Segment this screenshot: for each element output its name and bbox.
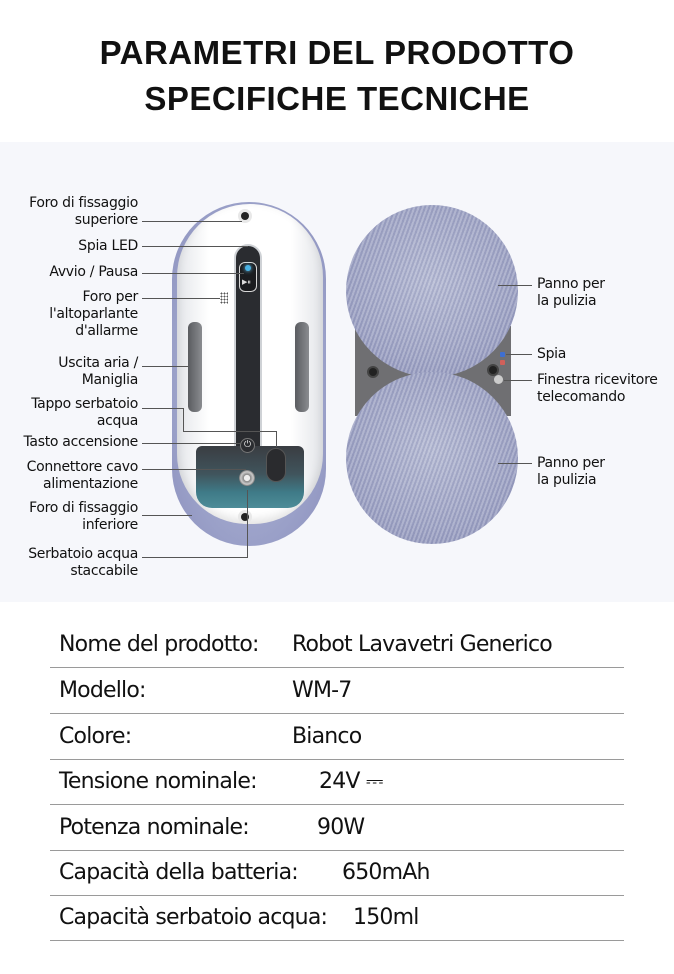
speaker-grille-icon: [220, 292, 228, 304]
leader-line: [142, 246, 248, 247]
leader-line: [142, 515, 192, 516]
air-vent-left: [188, 322, 202, 412]
label-remote-receiver: Finestra ricevitore telecomando: [537, 372, 658, 405]
spec-value: Bianco: [292, 724, 362, 749]
label-indicator: Spia: [537, 346, 567, 362]
power-connector-icon: [239, 470, 255, 486]
label-power-button: Tasto accensione: [23, 434, 138, 450]
label-bottom-mounting-hole: Foro di fissaggio inferiore: [29, 500, 138, 533]
spec-row-water-tank-capacity: [50, 895, 624, 941]
top-mounting-hole-icon: [241, 212, 249, 220]
spec-label: Tensione nominale:: [59, 769, 257, 794]
remote-receiver-window-icon: [494, 375, 503, 384]
label-cleaning-pad-top: Panno per la pulizia: [537, 276, 605, 309]
label-air-outlet-handle: Uscita aria / Maniglia: [58, 355, 138, 388]
leader-line: [506, 354, 532, 355]
power-icon: ⏻: [240, 438, 255, 453]
leader-line: [142, 443, 240, 444]
spec-value: Robot Lavavetri Generico: [292, 632, 552, 657]
spec-value: 90W: [317, 815, 365, 840]
page-title-line-1: PARAMETRI DEL PRODOTTO: [99, 34, 575, 71]
leader-line: [142, 298, 220, 299]
leader-line: [142, 469, 246, 470]
leader-line: [183, 431, 276, 432]
leader-line: [142, 557, 248, 558]
leader-line: [498, 285, 532, 286]
indicator-red-icon: [500, 360, 505, 365]
spec-value: WM-7: [292, 678, 352, 703]
back-mounting-hole-icon: [369, 368, 377, 376]
leader-line: [142, 366, 188, 367]
spec-label: Capacità della batteria:: [59, 860, 298, 885]
spec-label: Nome del prodotto:: [59, 632, 259, 657]
label-detachable-water-tank: Serbatoio acqua staccabile: [28, 546, 138, 579]
play-pause-icon: ▶⏸: [242, 278, 251, 286]
label-top-mounting-hole: Foro di fissaggio superiore: [29, 195, 138, 228]
leader-line: [142, 221, 242, 222]
indicator-blue-icon: [500, 352, 505, 357]
label-power-connector: Connettore cavo alimentazione: [26, 459, 138, 492]
spec-value: 24V ⎓: [319, 769, 383, 794]
leader-line: [183, 408, 184, 432]
spec-value: 150ml: [353, 905, 419, 930]
page-title-line-2: SPECIFICHE TECNICHE: [144, 80, 530, 117]
cleaning-pad-top: [346, 205, 518, 377]
spec-row-rated-voltage: [50, 759, 624, 805]
water-tank-cap: [266, 448, 286, 482]
label-alarm-speaker: Foro per l'altoparlante d'allarme: [49, 289, 138, 339]
spec-row-color: [50, 714, 624, 760]
spec-value: 650mAh: [342, 860, 430, 885]
back-mounting-hole-icon: [489, 366, 497, 374]
label-led-indicator: Spia LED: [78, 238, 138, 254]
spec-label: Modello:: [59, 678, 146, 703]
leader-line: [142, 273, 244, 274]
label-water-tank-cap: Tappo serbatoio acqua: [31, 396, 138, 429]
led-indicator-icon: [245, 265, 251, 271]
leader-line: [142, 408, 184, 409]
leader-line: [504, 380, 532, 381]
cleaning-pad-bottom: [346, 372, 518, 544]
leader-line: [498, 463, 532, 464]
leader-line: [276, 431, 277, 447]
spec-row-rated-power: [50, 805, 624, 851]
spec-row-model: [50, 668, 624, 714]
air-vent-right: [295, 322, 309, 412]
spec-row-product-name: [50, 622, 624, 668]
spec-label: Capacità serbatoio acqua:: [59, 905, 328, 930]
label-start-pause: Avvio / Pausa: [49, 264, 138, 280]
spec-label: Potenza nominale:: [59, 815, 249, 840]
spec-label: Colore:: [59, 724, 132, 749]
label-cleaning-pad-bottom: Panno per la pulizia: [537, 455, 605, 488]
spec-row-battery-capacity: [50, 850, 624, 896]
leader-line: [247, 490, 248, 557]
